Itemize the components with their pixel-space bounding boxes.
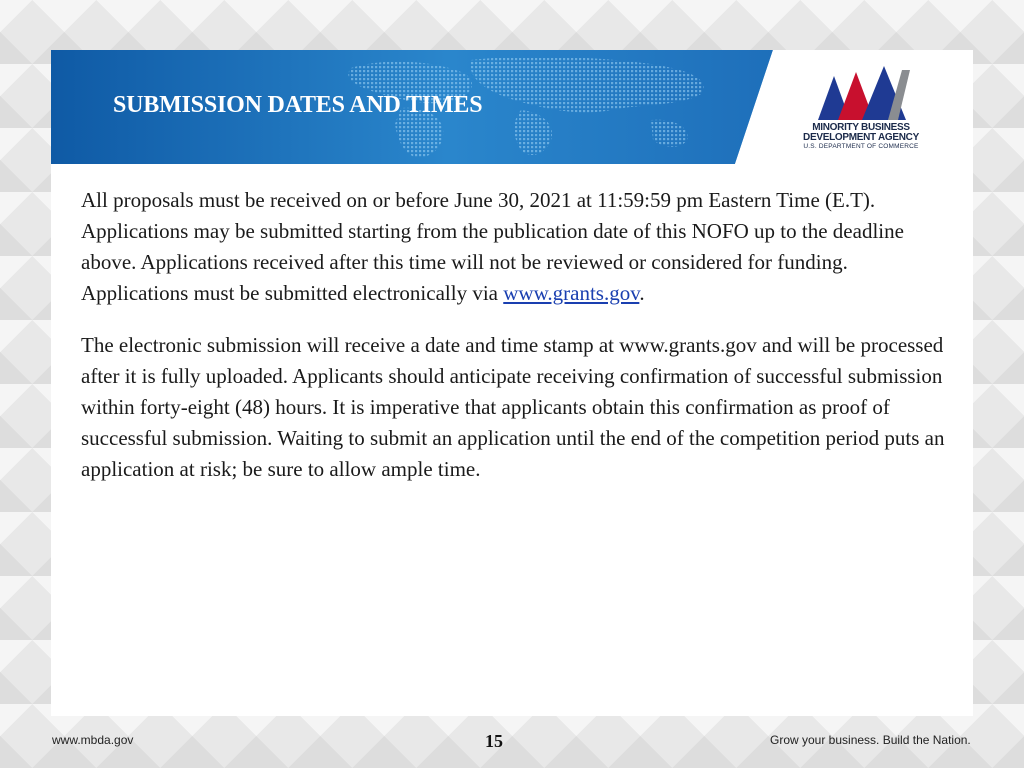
slide <box>51 50 973 716</box>
footer-website: www.mbda.gov <box>52 733 134 747</box>
logo-text-line3: U.S. DEPARTMENT OF COMMERCE <box>803 143 919 150</box>
logo-text-line1: MINORITY BUSINESS <box>812 122 910 133</box>
logo-text-line2: DEVELOPMENT AGENCY <box>803 132 919 143</box>
paragraph-deadline <box>81 185 946 309</box>
paragraph-submission: The electronic submission will receive a date and time stamp at www.grants.gov and will be processed after it is fully uploaded. Applicants should anticipate receiving confirmation of successful submission within forty-eight (48) hours. It is imperative that applicants obtain this confirmation as proof of successful submission. Waiting to submit an application until the end of the competition period puts an application at risk; be sure to allow ample time. <box>81 333 945 481</box>
footer-tagline: Grow your business. Build the Nation. <box>770 733 971 747</box>
mbda-logo <box>796 66 926 154</box>
paragraph-deadline-end: . <box>639 281 645 305</box>
paragraph-deadline-text: All proposals must be received on or before June 30, 2021 at 11:59:59 pm Eastern Time (E.T). Applications may be submitted starting from the publication date of this NOFO up to the deadline above. Applications received after this time will not be reviewed or considered for funding. Applications must be submitted electronically via <box>81 188 904 305</box>
page-number: 15 <box>485 731 503 751</box>
header-banner <box>51 50 973 164</box>
mbda-logo-icon <box>818 66 910 120</box>
grants-gov-link[interactable]: www.grants.gov <box>503 281 640 305</box>
slide-body <box>81 185 946 506</box>
slide-title: SUBMISSION DATES AND TIMES <box>113 92 483 118</box>
